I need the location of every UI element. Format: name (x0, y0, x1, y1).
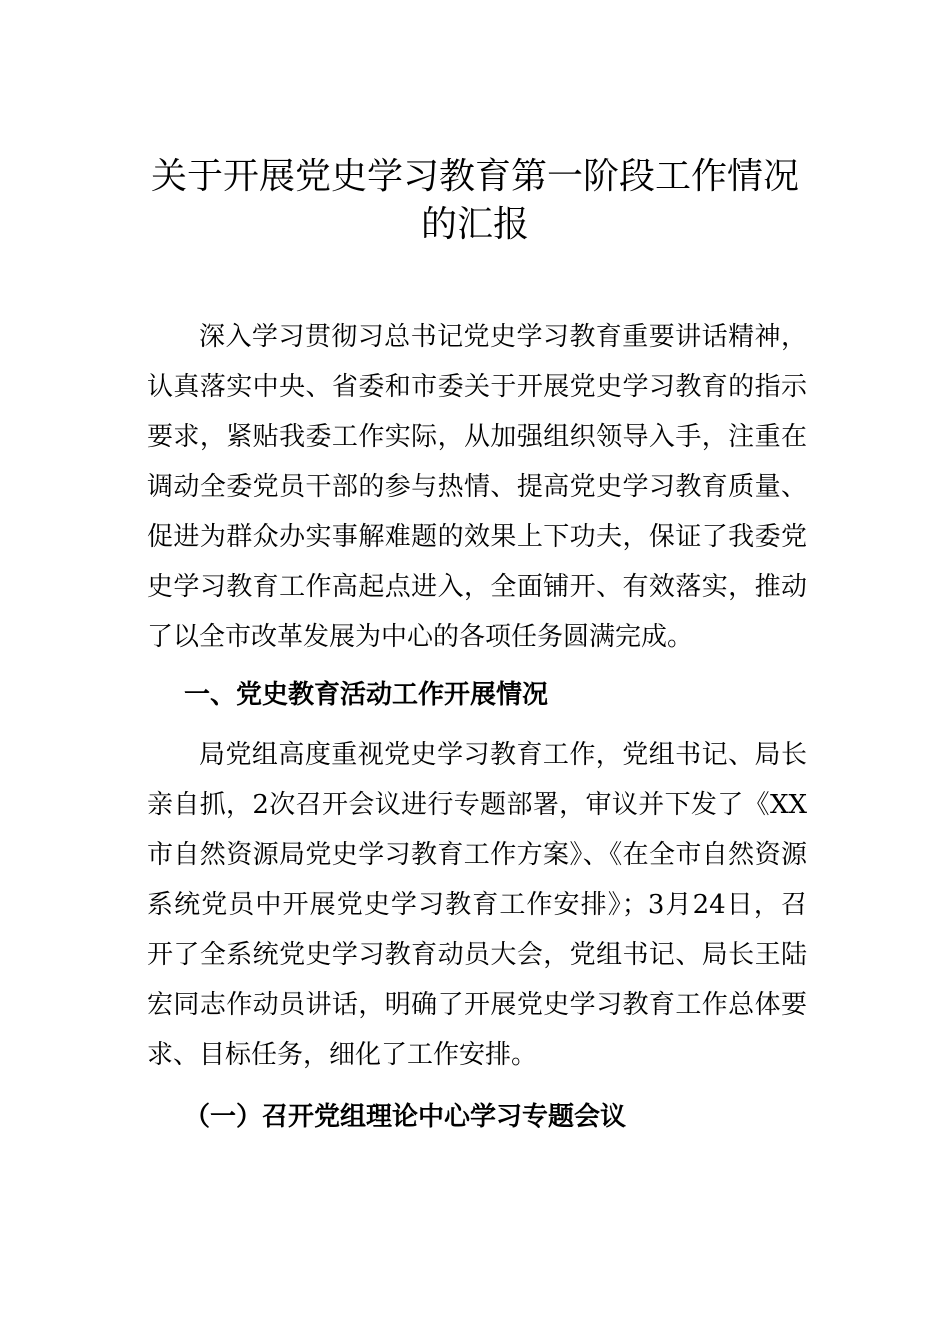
subsection-heading-1: （一）召开党组理论中心学习专题会议 (184, 1102, 627, 1132)
section-1-paragraph: 局党组高度重视党史学习教育工作，党组书记、局长亲自抓，2次召开会议进行专题部署，审议并下发了《XX市自然资源局党史学习教育工作方案》、《在全市自然资源系统党员中开展党史学习教育工作安排》；3月24日，召开了全系统党史学习教育动员大会，党组书记、局长王陆宏同志作动员讲话，明确了开展党史学习教育工作总体要求、目标任务，细化了工作安排。 (147, 740, 807, 1070)
section-heading-1: 一、党史教育活动工作开展情况 (184, 680, 549, 710)
document-title-line-2: 的汇报 (420, 204, 529, 245)
intro-paragraph: 深入学习贯彻习总书记党史学习教育重要讲话精神，认真落实中央、省委和市委关于开展党史学习教育的指示要求，紧贴我委工作实际，从加强组织领导入手，注重在调动全委党员干部的参与热情、提高党史学习教育质量、促进为群众办实事解难题的效果上下功夫，保证了我委党史学习教育工作高起点进入，全面铺开、有效落实，推动了以全市改革发展为中心的各项任务圆满完成。 (147, 322, 807, 652)
document-title-line-1: 关于开展党史学习教育第一阶段工作情况 (150, 156, 799, 197)
